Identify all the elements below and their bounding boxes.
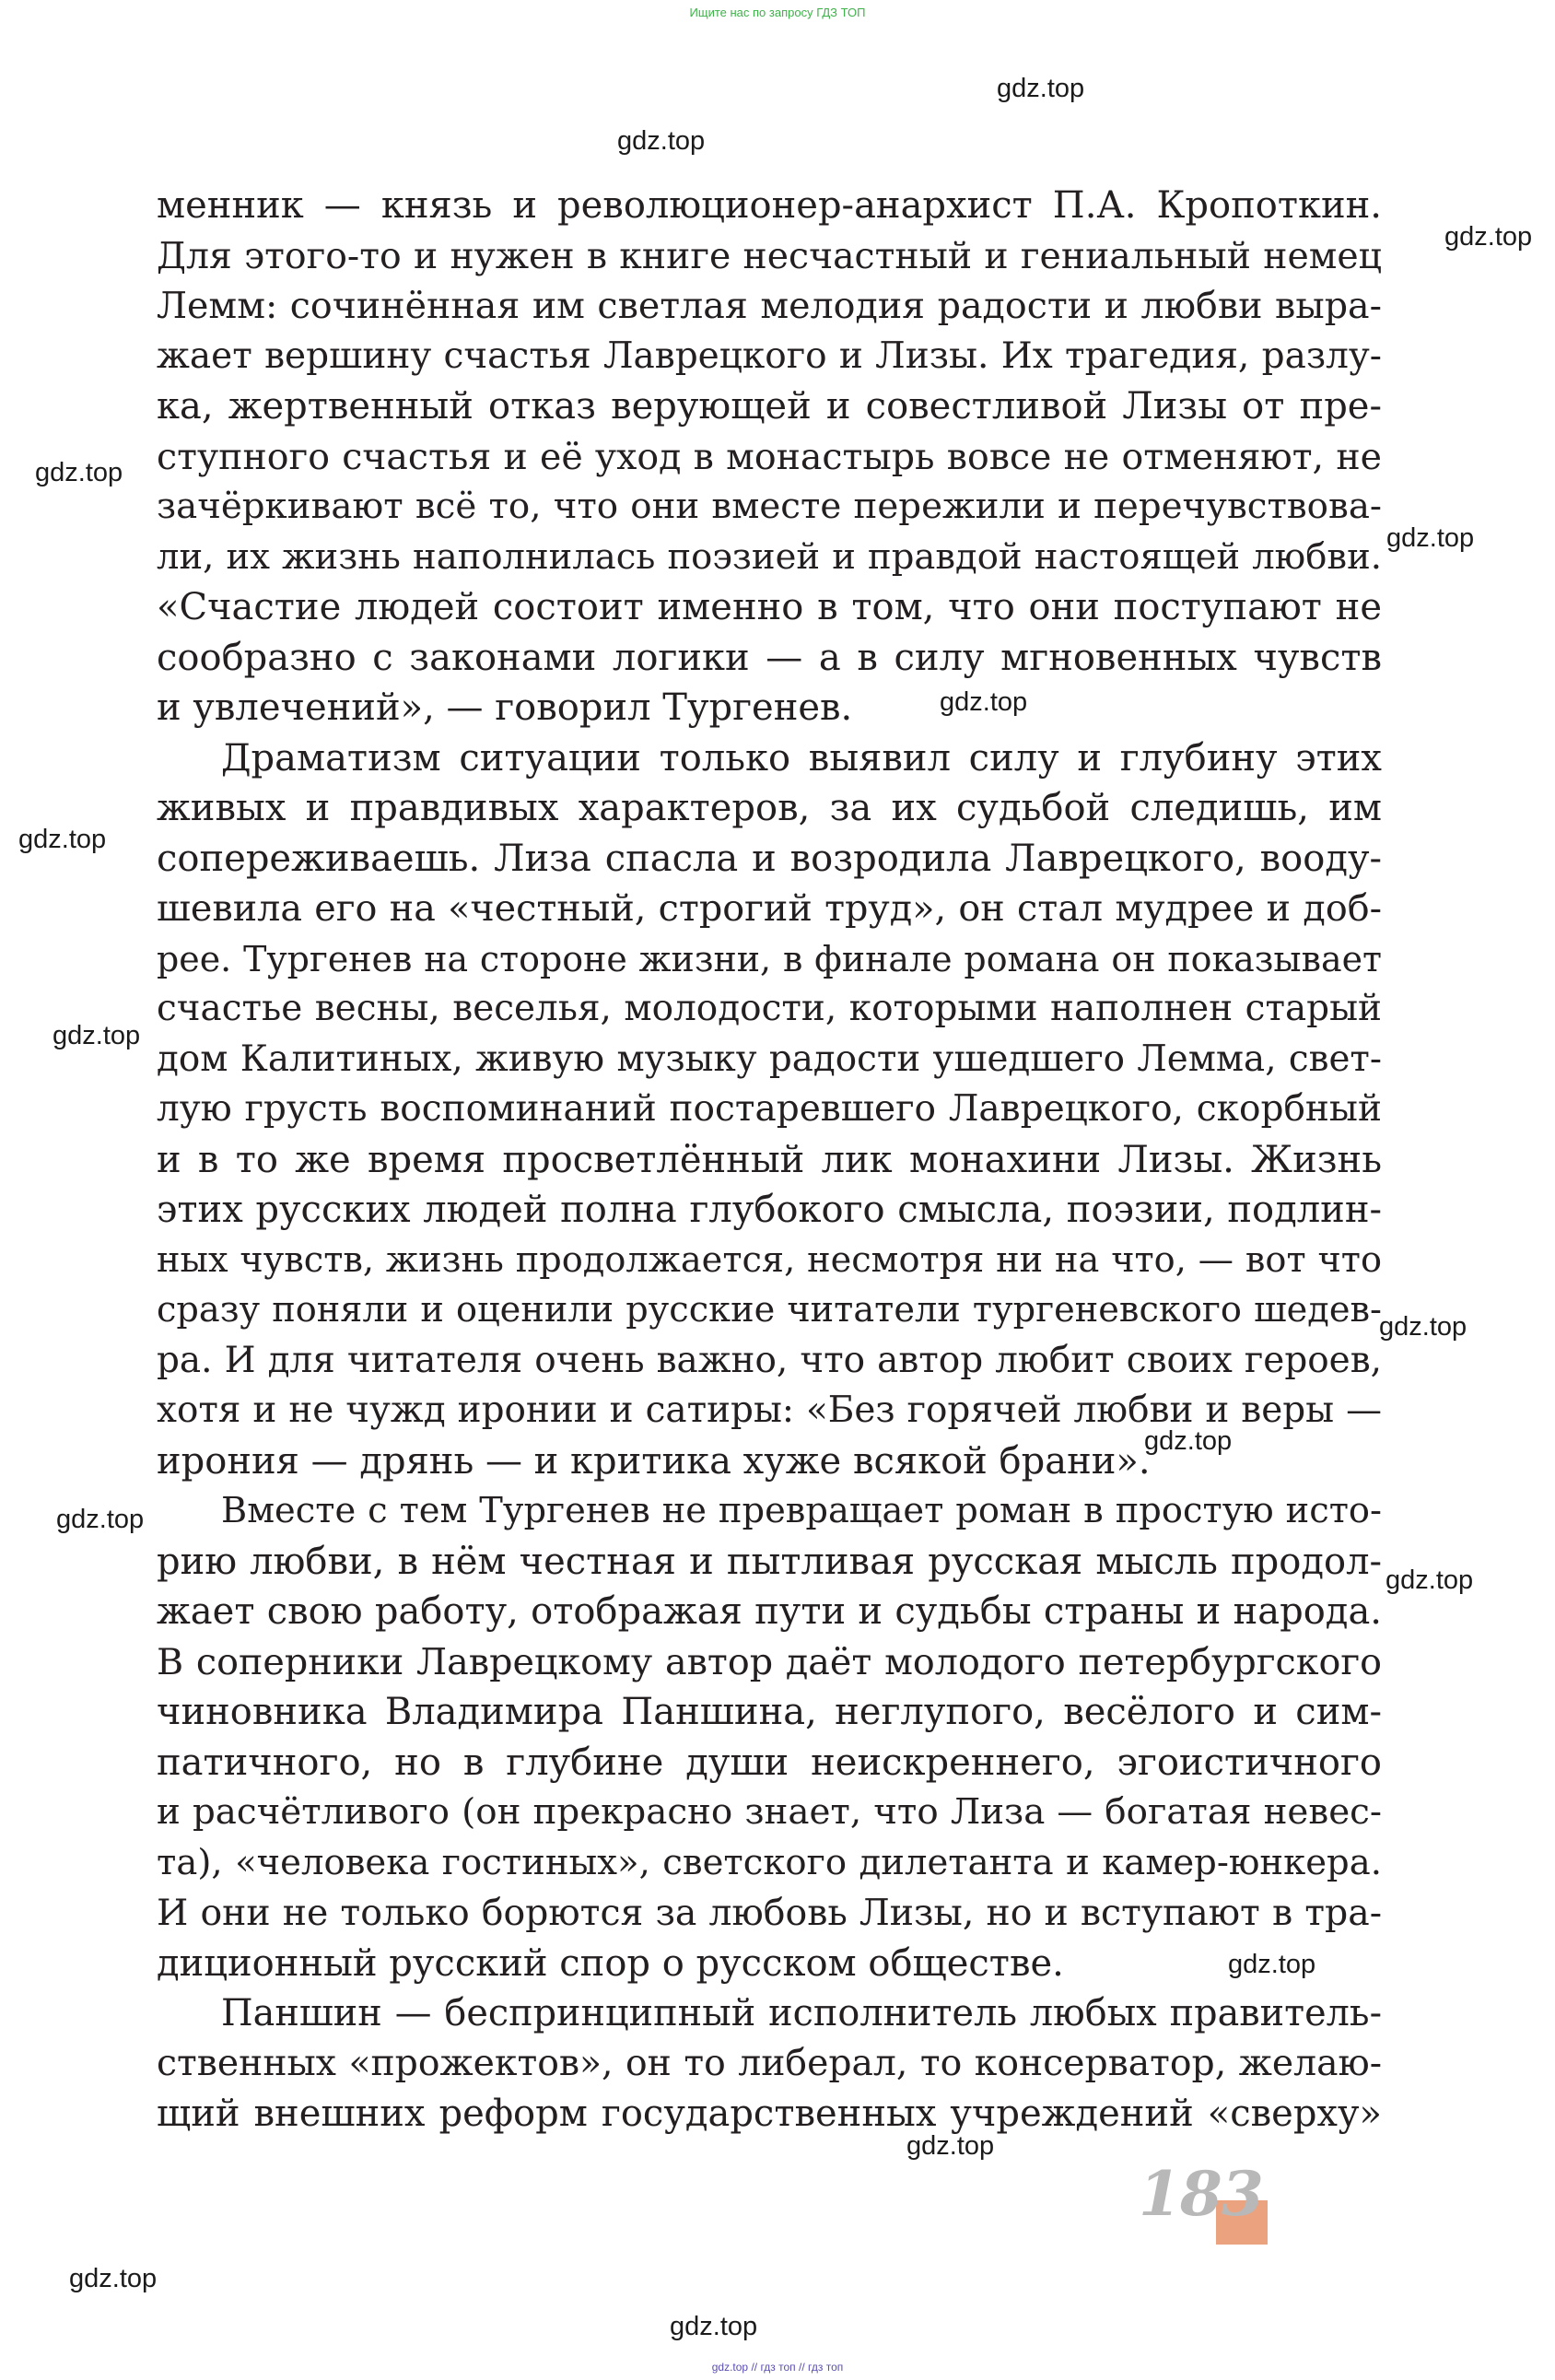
text-line: ра. И для читателя очень важно, что автор любит своих героев, [157, 1339, 1382, 1381]
watermark: gdz.top [1385, 1565, 1474, 1595]
watermark: gdz.top [53, 1021, 141, 1050]
text-line: «Счастие людей состоит именно в том, что они поступают не [157, 586, 1382, 628]
text-line: диционный русский спор о русском обществе. [157, 1941, 1064, 1985]
text-line: и увлечений», — говорил Тургенев. [157, 686, 853, 729]
text-line: сообразно с законами логики — а в силу мгновенных чувств [157, 636, 1382, 679]
text-line: и в то же время просветлённый лик монахини Лизы. Жизнь [157, 1138, 1382, 1181]
top-banner: Ищите нас по запросу ГДЗ ТОП [689, 6, 866, 19]
text-line: сопереживаешь. Лиза спасла и возродила Лаврецкого, вооду- [157, 837, 1382, 880]
text-line: живых и правдивых характеров, за их судьбой следишь, им [157, 787, 1382, 829]
footer-link[interactable]: гдз топ [760, 2361, 796, 2374]
text-line: сразу поняли и оценили русские читатели тургеневского шедев- [157, 1289, 1382, 1331]
text-line: ственных «прожектов», он то либерал, то консерватор, желаю- [157, 2042, 1382, 2084]
text-line: ступного счастья и её уход в монастырь вовсе не отменяют, не [157, 435, 1382, 478]
watermark: gdz.top [906, 2131, 995, 2161]
watermark: gdz.top [69, 2264, 158, 2293]
text-line: этих русских людей полна глубокого смысла, поэзии, подлин- [157, 1189, 1382, 1231]
text-line: рию любви, в нём честная и пытливая русская мысль продол- [157, 1540, 1382, 1583]
watermark: gdz.top [940, 687, 1028, 717]
watermark: gdz.top [1379, 1312, 1467, 1342]
text-line: дом Калитиных, живую музыку радости ушедшего Лемма, свет- [157, 1038, 1382, 1080]
text-line: жает вершину счастья Лаврецкого и Лизы. Их трагедия, разлу- [157, 334, 1382, 377]
text-line: лую грусть воспоминаний постаревшего Лаврецкого, скорбный [157, 1088, 1382, 1130]
watermark: gdz.top [35, 458, 123, 487]
text-line: Драматизм ситуации только выявил силу и глубину этих [221, 736, 1382, 780]
footer-link[interactable]: gdz.top [711, 2361, 749, 2374]
footer-separator: // [751, 2361, 758, 2374]
page-number: 183 [1139, 2158, 1263, 2230]
text-line: патичного, но в глубине души неискреннего, эгоистичного [157, 1741, 1382, 1784]
watermark: gdz.top [1444, 222, 1533, 252]
text-line: рее. Тургенев на стороне жизни, в финале романа он показывает [157, 938, 1382, 979]
footer-link[interactable]: гдз топ [808, 2361, 844, 2374]
text-line: В соперники Лаврецкому автор даёт молодого петербургского [157, 1640, 1382, 1683]
text-line: Паншин — беспринципный исполнитель любых правитель- [221, 1992, 1382, 2034]
watermark: gdz.top [997, 74, 1085, 103]
text-line: чиновника Владимира Паншина, неглупого, весёлого и сим- [157, 1691, 1382, 1733]
watermark: gdz.top [18, 825, 107, 854]
text-line: шевила его на «честный, строгий труд», он стал мудрее и доб- [157, 887, 1382, 930]
text-line: Лемм: сочинённая им светлая мелодия радости и любви выра- [157, 285, 1382, 327]
text-line: жает свою работу, отображая пути и судьбы страны и народа. [157, 1590, 1382, 1633]
watermark: gdz.top [1386, 523, 1475, 553]
footer-separator: // [799, 2361, 805, 2374]
watermark: gdz.top [1228, 1950, 1316, 1979]
text-line: ка, жертвенный отказ верующей и совестливой Лизы от пре- [157, 385, 1382, 428]
watermark: gdz.top [617, 126, 706, 156]
text-line: та), «человека гостиных», светского дилетанта и камер-юнкера. [157, 1841, 1382, 1883]
text-line: ли, их жизнь наполнилась поэзией и правдой настоящей любви. [157, 535, 1382, 578]
text-line: щий внешних реформ государственных учреждений «сверху» [157, 2093, 1382, 2135]
footer-links [0, 2361, 1555, 2374]
text-line: счастье весны, веселья, молодости, которыми наполнен старый [157, 988, 1382, 1029]
text-line: И они не только борются за любовь Лизы, но и вступают в тра- [157, 1892, 1382, 1934]
text-line: и расчётливого (он прекрасно знает, что Лиза — богатая невес- [157, 1791, 1382, 1833]
text-line: Вместе с тем Тургенев не превращает роман в простую исто- [221, 1490, 1382, 1531]
text-line: ирония — дрянь — и критика хуже всякой брани». [157, 1439, 1151, 1483]
watermark: gdz.top [670, 2312, 758, 2341]
body-text [157, 181, 1382, 2140]
text-line: Для этого-то и нужен в книге несчастный и гениальный немец [157, 234, 1382, 277]
text-line: менник — князь и революционер-анархист П.А. Кропоткин. [157, 184, 1382, 227]
text-line: хотя и не чужд иронии и сатиры: «Без горячей любви и веры — [157, 1389, 1382, 1431]
text-line: ных чувств, жизнь продолжается, несмотря ни на что, — вот что [157, 1238, 1382, 1281]
text-line: зачёркивают всё то, что они вместе пережили и перечувствова- [157, 486, 1382, 527]
watermark: gdz.top [1144, 1426, 1233, 1456]
watermark: gdz.top [56, 1505, 145, 1534]
